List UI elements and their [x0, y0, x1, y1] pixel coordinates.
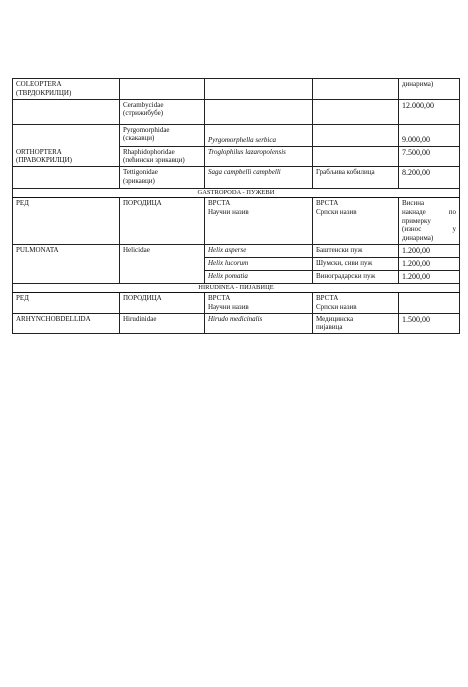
- price-value: 9.000,00: [402, 134, 430, 144]
- header-price-line4b: у: [452, 225, 456, 234]
- common-cell: Грабљива кобилица: [313, 167, 399, 189]
- price-cell: [399, 244, 460, 257]
- order-cell: [13, 99, 120, 124]
- price-cell: [399, 79, 460, 100]
- family-latin: Pyrgomorphidae: [123, 125, 170, 134]
- family-cell: Hirudinidae: [120, 313, 205, 334]
- family-cell: [120, 167, 205, 189]
- header-species: [205, 198, 313, 245]
- table-row: [13, 167, 460, 189]
- header-price-line3: примерку: [402, 216, 431, 225]
- order-cell: ARHYNCHOBDELLIDA: [13, 313, 120, 334]
- family-serbian: (пећински зрикавци): [123, 156, 185, 165]
- family-latin: Rhaphidophoridae: [123, 147, 175, 156]
- header-price-line5: динарима): [402, 234, 434, 243]
- family-latin: Cerambycidae: [123, 100, 164, 109]
- header-common-line1: ВРСТА: [316, 294, 339, 302]
- price-cell: [399, 167, 460, 189]
- header-family: ПОРОДИЦА: [120, 293, 205, 314]
- species-cell: [205, 79, 313, 100]
- header-row: [13, 198, 460, 245]
- common-line2: пијавица: [316, 323, 343, 332]
- header-price: [399, 198, 460, 245]
- price-cell: [399, 99, 460, 124]
- family-cell: [120, 146, 205, 167]
- species-cell: Troglophilus lazaropolensis: [205, 146, 313, 167]
- common-cell: [313, 146, 399, 167]
- header-common: [313, 293, 399, 314]
- family-cell: [120, 124, 205, 146]
- species-cell: Saga campbelli campbelli: [205, 167, 313, 189]
- order-latin: ORTHOPTERA: [16, 147, 62, 156]
- price-cell: [399, 124, 460, 146]
- common-cell: [313, 124, 399, 146]
- species-cell: [205, 99, 313, 124]
- species-cell: Helix lucorum: [205, 257, 313, 270]
- common-line1: Медицинска: [316, 314, 354, 323]
- price-cell: [399, 146, 460, 167]
- header-species-line1: ВРСТА: [208, 199, 231, 208]
- common-cell: Виноградарски пуж: [313, 270, 399, 283]
- price-text: динарима): [402, 80, 434, 88]
- header-order: РЕД: [13, 293, 120, 314]
- family-cell: Helicidae: [120, 244, 205, 283]
- species-cell: Hirudo medicinalis: [205, 313, 313, 334]
- header-species-line1: ВРСТА: [208, 294, 231, 302]
- order-cell: [13, 167, 120, 189]
- common-cell: [313, 313, 399, 334]
- order-latin: COLEOPTERA: [16, 80, 62, 88]
- species-cell: Helix pomatia: [205, 270, 313, 283]
- species-cell: Helix asperse: [205, 244, 313, 257]
- family-cell: [120, 99, 205, 124]
- price-cell: [399, 257, 460, 270]
- order-cell: [13, 79, 120, 100]
- common-cell: Баштенски пуж: [313, 244, 399, 257]
- price-value: 7.500,00: [402, 147, 430, 157]
- table-row: [13, 124, 460, 146]
- header-price-line2b: по: [448, 207, 456, 216]
- price-value: 8.200,00: [402, 168, 430, 177]
- family-latin: Tettigonidae: [123, 168, 158, 176]
- species-cell: Pyrgomorphella serbica: [205, 124, 313, 146]
- section-row: [13, 189, 460, 198]
- family-serbian: (стрижибубе): [123, 109, 164, 118]
- common-cell: [313, 99, 399, 124]
- family-serbian: (зрикавци): [123, 176, 155, 185]
- header-price-line4a: (износ: [402, 225, 422, 234]
- family-serbian: (скакавци): [123, 134, 155, 143]
- header-price-line1: Висина: [402, 199, 425, 208]
- header-price: [399, 293, 460, 314]
- section-row: [13, 283, 460, 292]
- table-row: [13, 79, 460, 100]
- table-row: [13, 244, 460, 257]
- header-common: [313, 198, 399, 245]
- common-cell: [313, 79, 399, 100]
- header-species: [205, 293, 313, 314]
- header-common-line2: Српски назив: [316, 207, 357, 216]
- header-species-line2: Научни назив: [208, 207, 249, 216]
- price-value: 1.200,00: [402, 245, 430, 255]
- order-cell: [13, 124, 120, 167]
- header-price-line2a: накнаде: [402, 207, 426, 216]
- section-title: HIRUDINEA - ПИЈАВИЦЕ: [13, 283, 460, 292]
- price-value: 1.200,00: [402, 258, 430, 268]
- order-cell: PULMONATA: [13, 244, 120, 283]
- table-row: [13, 99, 460, 124]
- header-species-line2: Научни назив: [208, 302, 249, 311]
- price-value: 12.000,00: [402, 100, 434, 110]
- header-row: [13, 293, 460, 314]
- order-serbian: (ТВРДОКРИЛЦИ): [16, 88, 72, 97]
- header-common-line1: ВРСТА: [316, 199, 339, 208]
- header-family: ПОРОДИЦА: [120, 198, 205, 245]
- common-cell: Шумски, сиви пуж: [313, 257, 399, 270]
- section-title: GASTROPODA - ПУЖЕВИ: [13, 189, 460, 198]
- price-value: 1.500,00: [402, 314, 430, 324]
- header-common-line2: Српски назив: [316, 302, 357, 311]
- header-order: РЕД: [13, 198, 120, 245]
- fee-table: [12, 78, 460, 334]
- price-value: 1.200,00: [402, 271, 430, 281]
- family-cell: [120, 79, 205, 100]
- order-serbian: (ПРАВОКРИЛЦИ): [16, 156, 72, 165]
- price-cell: [399, 270, 460, 283]
- table-row: [13, 313, 460, 334]
- price-cell: [399, 313, 460, 334]
